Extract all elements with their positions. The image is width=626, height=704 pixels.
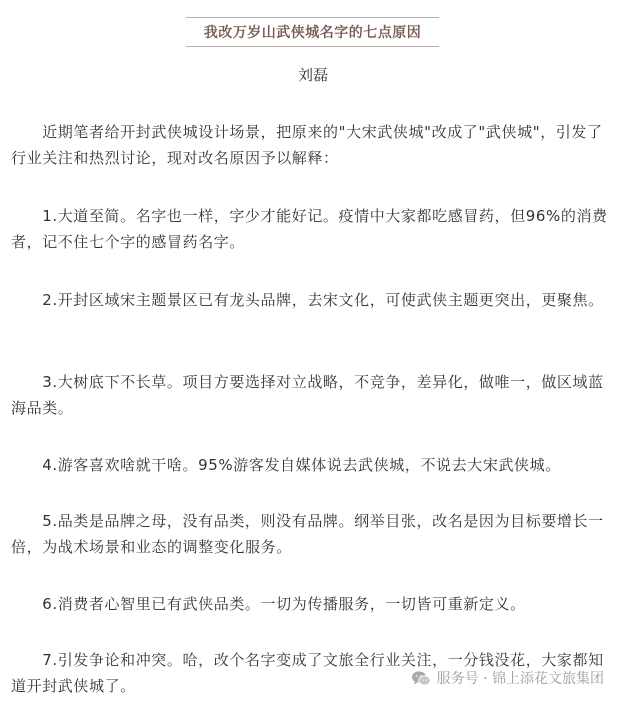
article-paragraph-2: 2.开封区域宋主题景区已有龙头品牌，去宋文化，可使武侠主题更突出，更聚焦。 xyxy=(11,291,604,309)
article-paragraph-1: 1.大道至简。名字也一样，字少才能好记。疫情中大家都吃感冒药，但96%的消费者，记不住七个字的感冒药名字。 xyxy=(11,207,608,251)
wechat-icon xyxy=(411,670,431,687)
article-paragraph-4: 4.游客喜欢啥就干啥。95%游客发自媒体说去武侠城，不说去大宋武侠城。 xyxy=(11,456,561,474)
watermark-text: 服务号 · 锦上添花文旅集团 xyxy=(436,671,604,687)
article-paragraph-intro: 近期笔者给开封武侠城设计场景，把原来的"大宋武侠城"改成了"武侠城"，引发了行业关注和热烈讨论，现对改名原因予以解释： xyxy=(11,123,603,167)
article-title-box xyxy=(186,17,439,47)
watermark xyxy=(411,668,604,688)
article-title: 我改万岁山武侠城名字的七点原因 xyxy=(203,25,422,41)
article-paragraph-3: 3.大树底下不长草。项目方要选择对立战略，不竞争，差异化，做唯一，做区域蓝海品类。 xyxy=(11,373,604,417)
article-author: 刘磊 xyxy=(297,66,328,84)
article-paragraph-7: 7.引发争论和冲突。哈，改个名字变成了文旅全行业关注，一分钱没花，大家都知道开封武侠城了。 xyxy=(11,651,604,695)
article-paragraph-5: 5.品类是品牌之母，没有品类，则没有品牌。纲举目张，改名是因为目标要增长一倍，为战术场景和业态的调整变化服务。 xyxy=(11,512,604,556)
article-paragraph-6: 6.消费者心智里已有武侠品类。一切为传播服务，一切皆可重新定义。 xyxy=(11,595,526,613)
